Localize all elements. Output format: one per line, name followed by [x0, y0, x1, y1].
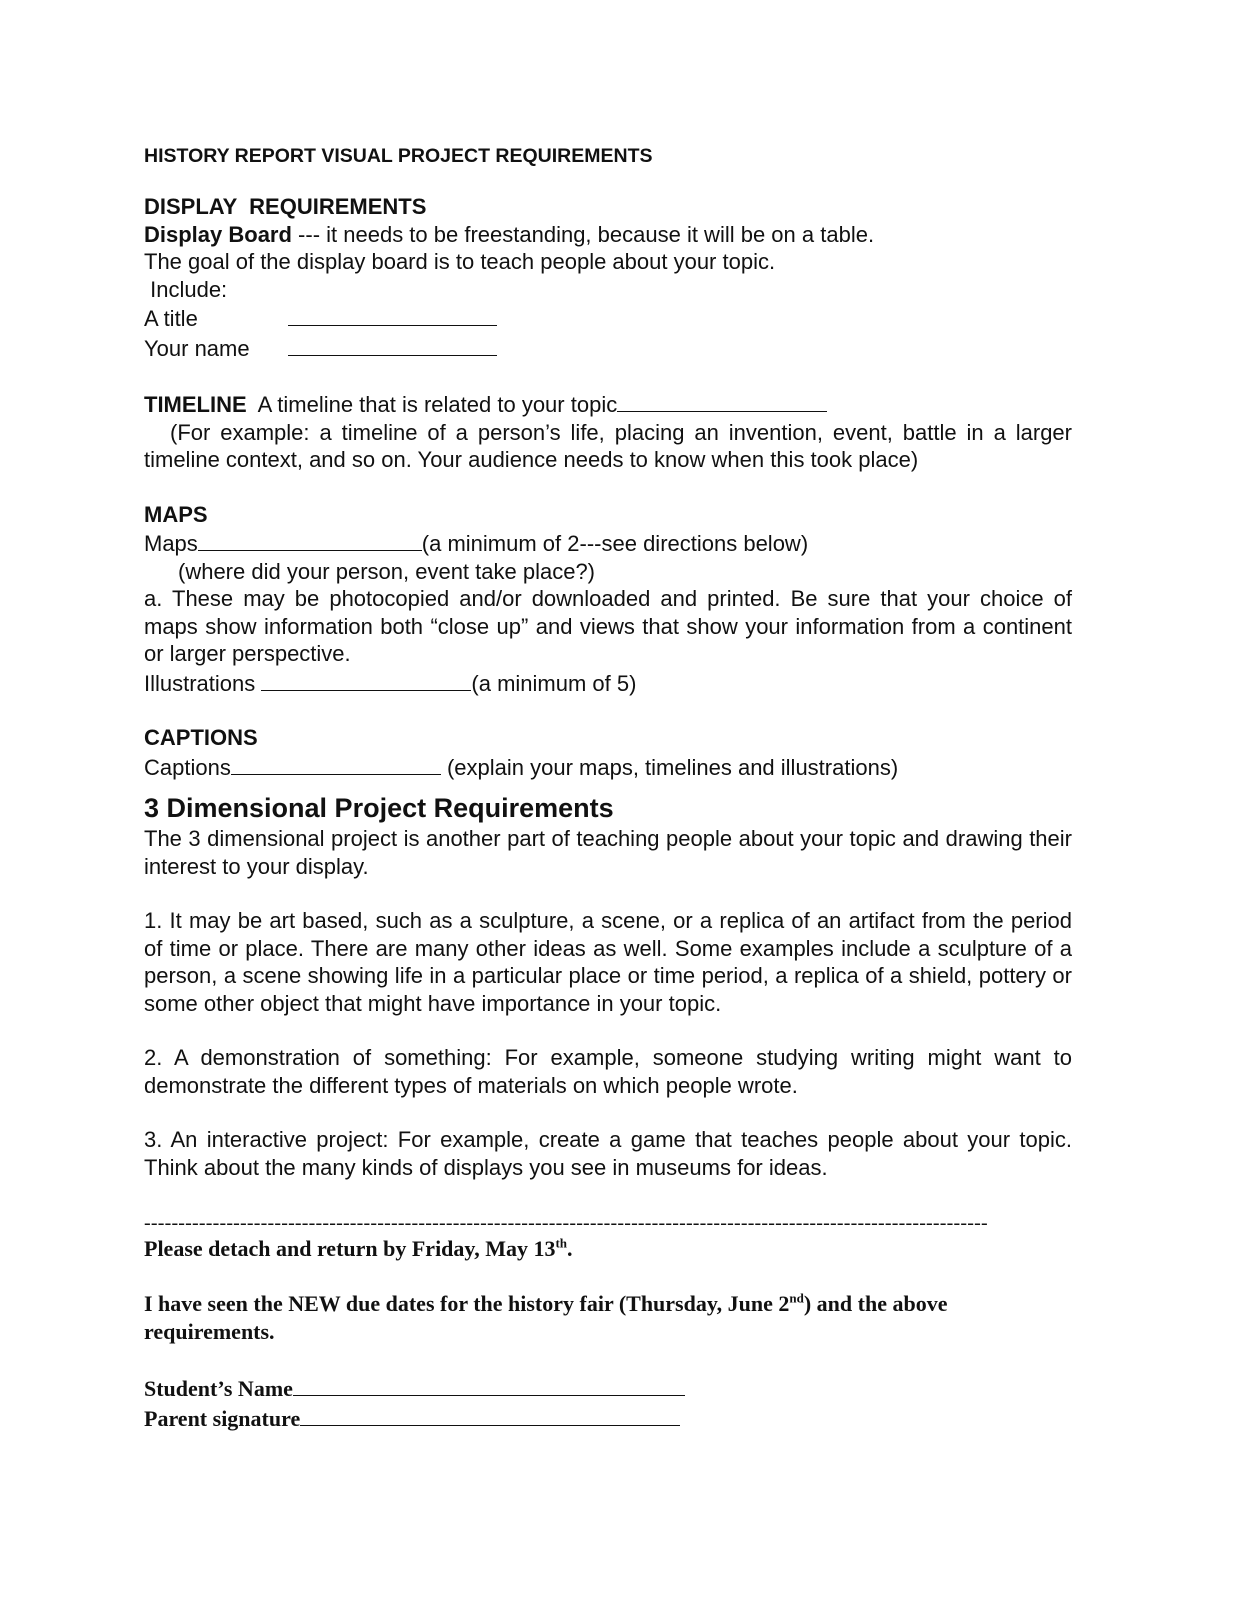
maps-blank[interactable]	[198, 528, 422, 551]
timeline-heading: TIMELINE	[144, 392, 247, 417]
display-board-label: Display Board	[144, 221, 292, 247]
name-blank[interactable]	[288, 333, 497, 356]
page-title: HISTORY REPORT VISUAL PROJECT REQUIREMENTS	[144, 145, 653, 167]
display-section	[144, 193, 1072, 362]
title-blank[interactable]	[288, 303, 497, 326]
seen-end: ) and the above requirements.	[144, 1291, 948, 1344]
captions-section	[144, 724, 1072, 781]
timeline-example	[144, 419, 1072, 474]
display-goal: The goal of the display board is to teach people about your topic.	[144, 249, 776, 274]
detach-instruction	[144, 1235, 1072, 1263]
parent-signature-label: Parent signature	[144, 1406, 301, 1431]
maps-label: Maps	[144, 531, 198, 556]
three-d-item-1: 1. It may be art based, such as a sculpture, a scene, or a replica of an artifact from the period of time or place. There are many other ideas as well. Some examples include a sculpture of a person, a scene showing life in a particular place or time period, a replica of a shield, pottery or some other object that might have importance in your topic.	[144, 908, 1072, 1016]
timeline-text: A timeline that is related to your topic	[246, 392, 618, 417]
seen-sup: nd	[789, 1290, 804, 1306]
maps-section	[144, 501, 1072, 698]
timeline-section	[144, 389, 1072, 474]
illustrations-line	[144, 668, 1072, 698]
display-board-line	[144, 221, 1072, 249]
seen-statement	[144, 1290, 1072, 1346]
detach-end: .	[567, 1236, 573, 1261]
timeline-line	[144, 389, 1072, 419]
three-d-section	[144, 791, 1072, 1181]
captions-line	[144, 752, 1072, 782]
display-board-text: --- it needs to be freestanding, because it will be on a table.	[291, 221, 875, 247]
captions-note: (explain your maps, timelines and illustrations)	[440, 754, 899, 780]
student-name-blank[interactable]	[293, 1373, 685, 1396]
parent-signature-line	[144, 1403, 1072, 1433]
parent-signature-blank[interactable]	[300, 1403, 680, 1426]
maps-line	[144, 528, 1072, 558]
detach-sup: th	[555, 1235, 568, 1251]
maps-heading: MAPS	[144, 501, 208, 527]
seen-text: I have seen the NEW due dates for the history fair (Thursday, June 2	[144, 1291, 790, 1316]
maps-where: (where did your person, event take place?)	[178, 558, 596, 584]
maps-note: (a minimum of 2---see directions below)	[421, 531, 809, 556]
timeline-blank[interactable]	[617, 389, 827, 412]
illustrations-note: (a minimum of 5)	[471, 670, 637, 696]
student-name-line	[144, 1373, 1072, 1403]
captions-heading: CAPTIONS	[144, 725, 258, 750]
three-d-item-3: 3. An interactive project: For example, create a game that teaches people about your topic. Think about the many kinds of displays you see in museums for ideas.	[144, 1127, 1072, 1180]
title-item-label: A title	[144, 306, 198, 331]
detach-separator: ---------------------------------------------------------------------------------------------------------------------------	[144, 1212, 988, 1234]
timeline-example-text: (For example: a timeline of a person’s life, placing an invention, event, battle in a larger timeline context, and so on. Your audience needs to know when this took place)	[144, 419, 1072, 472]
captions-blank[interactable]	[231, 752, 441, 775]
title-item	[144, 303, 1072, 333]
captions-label: Captions	[144, 754, 231, 780]
name-item-label: Your name	[144, 335, 250, 361]
detach-section	[144, 1211, 1072, 1433]
three-d-intro: The 3 dimensional project is another part of teaching people about your topic and drawing their interest to your display.	[144, 826, 1072, 879]
three-d-item-2: 2. A demonstration of something: For example, someone studying writing might want to demonstrate the different types of materials on which people wrote.	[144, 1045, 1072, 1098]
student-name-label: Student’s Name	[144, 1376, 293, 1401]
three-d-heading: 3 Dimensional Project Requirements	[144, 793, 614, 823]
include-label: Include:	[144, 276, 228, 302]
display-heading: DISPLAY REQUIREMENTS	[144, 194, 427, 219]
illustrations-label: Illustrations	[144, 670, 262, 696]
name-item	[144, 333, 1072, 363]
detach-text: Please detach and return by Friday, May 13	[144, 1236, 556, 1261]
maps-a-text: a. These may be photocopied and/or downloaded and printed. Be sure that your choice of maps show information both “close up” and views that show your information from a continent or larger perspective.	[144, 586, 1072, 666]
document-page	[144, 140, 1072, 1433]
illustrations-blank[interactable]	[261, 668, 471, 691]
